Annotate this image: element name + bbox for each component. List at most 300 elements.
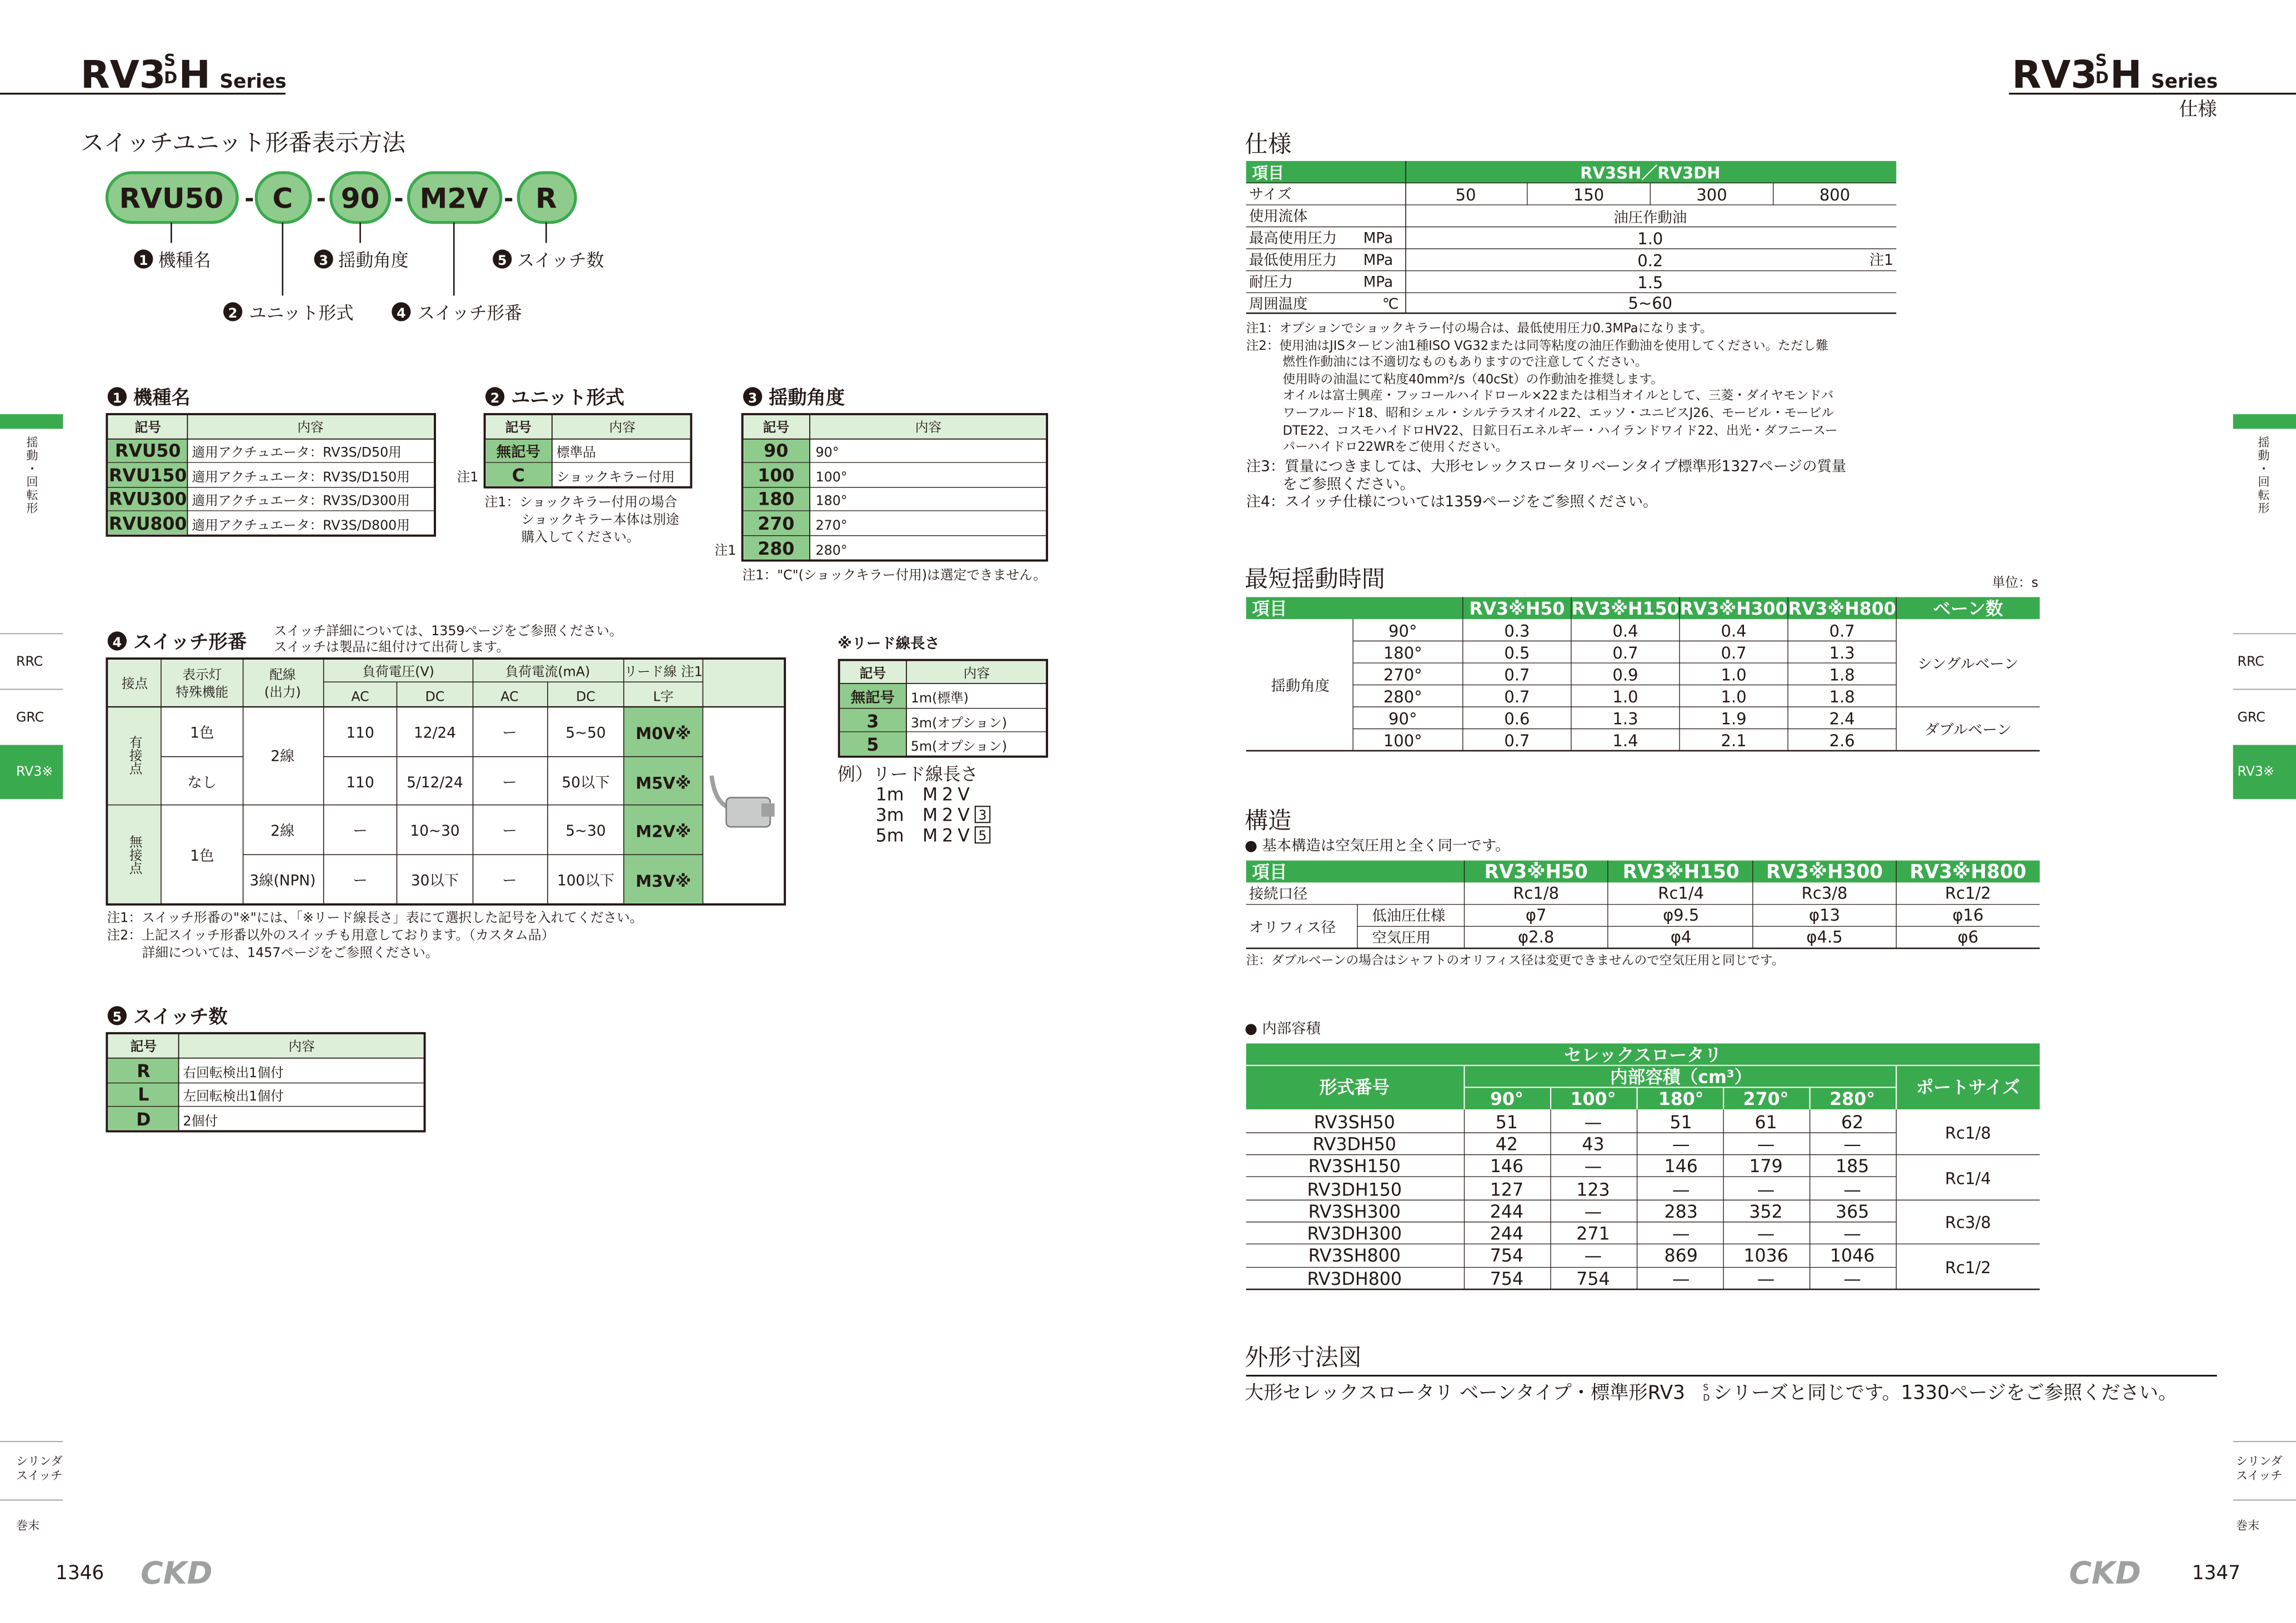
svg-text:Rc1/8: Rc1/8 — [1945, 1123, 1991, 1143]
svg-text:5~60: 5~60 — [1628, 294, 1673, 313]
side-tab-rv3[interactable]: RV3※ — [16, 763, 53, 779]
svg-text:M5V※: M5V※ — [635, 773, 691, 793]
svg-text:適用アクチュエータ：RV3S/D300用: 適用アクチュエータ：RV3S/D300用 — [192, 493, 410, 509]
svg-text:2線: 2線 — [270, 822, 295, 840]
svg-text:283: 283 — [1664, 1202, 1698, 1222]
table-row: 90° — [1388, 621, 1417, 641]
svg-text:転: 転 — [2258, 488, 2270, 502]
svg-text:注1：スイッチ形番の"※"には、「※リード線長さ」表にて選択: 注1：スイッチ形番の"※"には、「※リード線長さ」表にて選択した記号を入れてください。 — [107, 910, 643, 926]
outline-text: 大形セレックスロータリ ベーンタイプ・標準形RV3 — [1245, 1381, 1685, 1404]
side-tab-rv3-right[interactable]: RV3※ — [2237, 763, 2274, 779]
table-row: RVU50 — [115, 441, 181, 461]
svg-text:51: 51 — [1670, 1113, 1692, 1133]
section-title: 揺動角度 — [769, 386, 845, 409]
svg-text:購入してください。: 購入してください。 — [521, 529, 640, 545]
svg-text:1046: 1046 — [1829, 1245, 1875, 1266]
svg-text:869: 869 — [1664, 1245, 1698, 1266]
svg-text:単位：s: 単位：s — [1992, 574, 2038, 590]
svg-text:ー: ー — [502, 872, 517, 890]
svg-text:DTE22、コスモハイドロHV22、日鉱日石エネルギー・ハイ: DTE22、コスモハイドロHV22、日鉱日石エネルギー・ハイランドワイド22、出光・ダフニースー — [1282, 423, 1838, 438]
series-title: RV3 — [81, 53, 166, 98]
table-row: 90 — [764, 441, 789, 461]
svg-text:M0V※: M0V※ — [635, 724, 691, 743]
svg-text:3: 3 — [748, 390, 758, 406]
svg-text:-: - — [316, 184, 326, 212]
svg-text:179: 179 — [1749, 1157, 1783, 1177]
svg-text:—: — — [1584, 1202, 1602, 1222]
svg-text:オイルは富士興産・フッコールハイドロール×22または相当オイ: オイルは富士興産・フッコールハイドロール×22または相当オイルとして、三菱・ダイヤモンドバ — [1282, 388, 1834, 403]
svg-text:L字: L字 — [653, 689, 674, 705]
svg-text:℃: ℃ — [1382, 296, 1399, 313]
svg-text:1.9: 1.9 — [1721, 709, 1747, 728]
svg-text:スイッチ: スイッチ — [2235, 1468, 2283, 1483]
svg-text:0.6: 0.6 — [1504, 709, 1530, 728]
section-title: スイッチ形番 — [133, 631, 247, 654]
svg-text:φ6: φ6 — [1957, 927, 1979, 947]
svg-text:0.7: 0.7 — [1829, 621, 1855, 641]
table-row: 3線(NPN) — [249, 872, 316, 890]
svg-text:MPa: MPa — [1363, 252, 1393, 269]
svg-text:内容: 内容 — [297, 419, 324, 435]
table-row: RV3DH300 — [1307, 1224, 1402, 1244]
code-part-angle: 90 — [340, 182, 380, 215]
svg-text:空気圧用: 空気圧用 — [1372, 929, 1431, 947]
table-row: 1色 — [190, 725, 214, 742]
table-row: RV3DH50 — [1312, 1134, 1396, 1155]
section-title: 最短揺動時間 — [1245, 565, 1385, 592]
svg-text:-: - — [244, 184, 254, 212]
svg-text:0.5: 0.5 — [1504, 644, 1530, 663]
table-row: C — [512, 466, 525, 486]
svg-text:DC: DC — [425, 689, 445, 705]
svg-text:注1：オプションでショックキラー付の場合は、最低使用圧力0.: 注1：オプションでショックキラー付の場合は、最低使用圧力0.3MPaになります。 — [1246, 321, 1713, 336]
svg-text:12/24: 12/24 — [414, 725, 457, 742]
svg-text:記号: 記号 — [859, 665, 886, 681]
table-row: RVU300 — [109, 489, 187, 510]
svg-text:適用アクチュエータ：RV3S/D800用: 適用アクチュエータ：RV3S/D800用 — [192, 517, 410, 534]
label-unit: ユニット形式 — [249, 303, 354, 324]
svg-text:270°: 270° — [815, 517, 848, 534]
svg-text:754: 754 — [1490, 1245, 1524, 1266]
svg-text:—: — — [1672, 1134, 1690, 1155]
svg-text:項目: 項目 — [1252, 599, 1287, 619]
svg-text:燃性作動油には不適切なものもありますので注意してください。: 燃性作動油には不適切なものもありますので注意してください。 — [1282, 354, 1648, 369]
svg-text:352: 352 — [1749, 1202, 1783, 1222]
svg-text:φ13: φ13 — [1809, 905, 1841, 924]
svg-text:注1: 注1 — [714, 542, 736, 558]
table-row: 270° — [1383, 665, 1422, 685]
svg-text:1.8: 1.8 — [1829, 687, 1855, 707]
svg-text:MPa: MPa — [1363, 274, 1393, 291]
svg-text:S: S — [1703, 1381, 1709, 1393]
table-row: 最高使用圧力 — [1249, 230, 1337, 247]
svg-text:Rc1/4: Rc1/4 — [1945, 1169, 1991, 1188]
svg-text:接点: 接点 — [121, 675, 148, 691]
svg-text:RV3SH／RV3DH: RV3SH／RV3DH — [1580, 163, 1721, 183]
svg-text:10~30: 10~30 — [410, 822, 460, 840]
svg-text:—: — — [1584, 1157, 1602, 1177]
side-tab-appendix-right[interactable]: 巻末 — [2235, 1518, 2260, 1532]
svg-text:1.3: 1.3 — [1612, 709, 1638, 728]
svg-text:Rc1/2: Rc1/2 — [1945, 883, 1991, 903]
svg-text:φ7: φ7 — [1525, 905, 1547, 924]
svg-text:—: — — [1757, 1224, 1775, 1244]
table-row: RVU150 — [109, 466, 187, 486]
svg-text:・: ・ — [26, 461, 38, 476]
svg-text:RV3※H800: RV3※H800 — [1788, 599, 1896, 619]
svg-text:RV3※H800: RV3※H800 — [1909, 861, 2027, 883]
code-part-unit: C — [272, 182, 293, 215]
svg-text:1.8: 1.8 — [1829, 665, 1855, 685]
svg-text:1.0: 1.0 — [1721, 687, 1747, 707]
svg-text:詳細については、1457ページをご参照ください。: 詳細については、1457ページをご参照ください。 — [142, 944, 439, 961]
svg-text:内容: 内容 — [288, 1038, 315, 1054]
svg-text:1.4: 1.4 — [1612, 731, 1638, 751]
svg-text:5: 5 — [978, 827, 987, 843]
table-row: RV3SH300 — [1308, 1202, 1401, 1222]
label-angle: 揺動角度 — [338, 250, 409, 271]
left-page-title: スイッチユニット形番表示方法 — [81, 129, 406, 157]
svg-text:180°: 180° — [1658, 1089, 1704, 1109]
side-tab-rrc[interactable]: RRC — [16, 654, 43, 670]
svg-text:スイッチ詳細については、1359ページをご参照ください。: スイッチ詳細については、1359ページをご参照ください。 — [274, 622, 623, 639]
svg-text:—: — — [1757, 1134, 1775, 1155]
table-row: 90° — [1388, 709, 1417, 728]
svg-text:5: 5 — [112, 1009, 122, 1025]
svg-text:リード線 注1: リード線 注1 — [624, 664, 703, 680]
svg-text:φ9.5: φ9.5 — [1663, 905, 1700, 924]
svg-text:2.4: 2.4 — [1829, 709, 1855, 728]
svg-text:90°: 90° — [1490, 1089, 1523, 1109]
side-tab-cylinder[interactable]: シリンダ — [16, 1454, 63, 1468]
svg-text:Rc3/8: Rc3/8 — [1945, 1213, 1991, 1232]
section-title: 外形寸法図 — [1245, 1344, 1362, 1371]
svg-text:注1: 注1 — [1869, 252, 1893, 269]
svg-text:ショックキラー本体は別途: ショックキラー本体は別途 — [521, 511, 679, 527]
svg-text:754: 754 — [1576, 1269, 1610, 1290]
svg-text:185: 185 — [1835, 1157, 1869, 1177]
svg-text:M2V: M2V — [922, 785, 974, 805]
label-count: スイッチ数 — [517, 250, 604, 271]
svg-text:揺: 揺 — [26, 435, 38, 449]
svg-text:5/12/24: 5/12/24 — [407, 775, 463, 792]
svg-text:φ16: φ16 — [1952, 905, 1984, 924]
svg-text:MPa: MPa — [1363, 230, 1393, 247]
svg-text:0.7: 0.7 — [1612, 644, 1638, 663]
svg-text:0.7: 0.7 — [1721, 644, 1747, 663]
table-row: 接続口径 — [1249, 886, 1308, 903]
svg-text:ダブルベーン: ダブルベーン — [1924, 722, 2012, 739]
table-row: なし — [187, 775, 217, 792]
svg-text:—: — — [1843, 1269, 1861, 1290]
svg-text:—: — — [1757, 1269, 1775, 1290]
table-row: 最低使用圧力 — [1249, 252, 1337, 269]
contact-with-label: 有接点 — [127, 735, 143, 775]
svg-text:3m: 3m — [875, 805, 904, 826]
svg-text:回: 回 — [2258, 475, 2270, 489]
svg-text:RV3※H150: RV3※H150 — [1571, 599, 1680, 619]
side-tab-grc[interactable]: GRC — [16, 709, 44, 725]
svg-text:ー: ー — [502, 822, 517, 840]
svg-text:0.7: 0.7 — [1504, 687, 1530, 707]
ckd-logo-right: CKD — [2069, 1555, 2141, 1591]
svg-text:146: 146 — [1490, 1157, 1524, 1177]
svg-text:項目: 項目 — [1252, 862, 1287, 883]
svg-text:低油圧仕様: 低油圧仕様 — [1372, 907, 1446, 924]
svg-text:100°: 100° — [815, 469, 848, 485]
svg-text:5m(オプション): 5m(オプション) — [910, 738, 1007, 755]
table-row: 無記号 — [496, 444, 540, 461]
svg-text:62: 62 — [1841, 1113, 1864, 1133]
ckd-logo-left: CKD — [141, 1555, 213, 1591]
svg-text:シングルベーン: シングルベーン — [1917, 656, 2019, 673]
svg-text:注1: 注1 — [457, 469, 479, 485]
svg-text:内容: 内容 — [609, 419, 636, 435]
svg-text:—: — — [1672, 1224, 1690, 1244]
svg-text:0.4: 0.4 — [1612, 621, 1638, 641]
svg-text:φ2.8: φ2.8 — [1518, 927, 1555, 947]
svg-text:注3：質量につきましては、大形セレックスロータリベーンタイプ: 注3：質量につきましては、大形セレックスロータリベーンタイプ標準形1327ページの質量 — [1246, 458, 1847, 475]
svg-text:AC: AC — [351, 689, 369, 705]
section-title: ユニット形式 — [511, 386, 625, 409]
svg-text:-: - — [503, 184, 514, 212]
svg-text:RV3※H50: RV3※H50 — [1484, 861, 1588, 883]
svg-text:244: 244 — [1490, 1224, 1524, 1244]
svg-text:D: D — [1703, 1392, 1710, 1403]
series-title-right: RV3 — [2012, 53, 2098, 98]
svg-text:記号: 記号 — [763, 419, 790, 435]
label-model: 機種名 — [158, 250, 211, 271]
series-word-right: Series — [2150, 71, 2218, 93]
example-title: 例）リード線長さ — [838, 764, 979, 785]
svg-text:使用時の油温にて粘度40mm²/s（40cSt）の作動油を推: 使用時の油温にて粘度40mm²/s（40cSt）の作動油を推奨します。 — [1282, 372, 1663, 387]
svg-text:127: 127 — [1490, 1180, 1524, 1200]
svg-text:ポートサイズ: ポートサイズ — [1916, 1077, 2021, 1098]
svg-text:3m(オプション): 3m(オプション) — [910, 715, 1007, 731]
svg-text:表示灯: 表示灯 — [182, 666, 222, 682]
contact-without-label: 無接点 — [127, 835, 143, 875]
table-row: 1色 — [190, 847, 214, 865]
svg-text:1m(標準): 1m(標準) — [910, 690, 969, 706]
code-part-count: R — [535, 182, 557, 215]
svg-text:123: 123 — [1576, 1180, 1610, 1200]
svg-text:280°: 280° — [815, 542, 848, 558]
table-row: 耐圧力 — [1249, 274, 1294, 291]
svg-text:ー: ー — [353, 872, 368, 890]
svg-text:2: 2 — [490, 390, 500, 406]
svg-text:RV3※H150: RV3※H150 — [1622, 861, 1739, 883]
table-row: RVU800 — [109, 514, 187, 535]
svg-text:42: 42 — [1495, 1134, 1518, 1155]
svg-text:4: 4 — [112, 634, 122, 650]
side-tab-appendix[interactable]: 巻末 — [16, 1518, 40, 1532]
svg-text:150: 150 — [1573, 185, 1605, 205]
svg-text:43: 43 — [1582, 1134, 1605, 1155]
page-number-left: 1346 — [56, 1561, 104, 1584]
side-tab-cylinder-right[interactable]: シリンダ — [2235, 1454, 2283, 1468]
svg-text:注1："C"(ショックキラー付用)は選定できません。: 注1："C"(ショックキラー付用)は選定できません。 — [742, 567, 1047, 583]
svg-text:—: — — [1843, 1134, 1861, 1155]
svg-text:2.1: 2.1 — [1721, 731, 1747, 751]
svg-text:4: 4 — [397, 305, 406, 321]
series-sub-d: D — [164, 68, 178, 88]
svg-text:—: — — [1843, 1224, 1861, 1244]
svg-text:動: 動 — [26, 448, 38, 463]
swing-row-label: 揺動角度 — [1271, 678, 1330, 695]
page-number-right: 1347 — [2192, 1561, 2240, 1584]
svg-text:ワーフルード18、昭和シェル・シルテラスオイル22、エッソ・: ワーフルード18、昭和シェル・シルテラスオイル22、エッソ・ユニビスJ26、モービル・モービル — [1282, 406, 1834, 421]
svg-text:61: 61 — [1754, 1113, 1777, 1133]
svg-text:配線: 配線 — [269, 666, 296, 682]
svg-text:ー: ー — [502, 725, 517, 742]
svg-text:2線: 2線 — [270, 748, 295, 765]
svg-text:5~30: 5~30 — [565, 822, 606, 840]
svg-text:形式番号: 形式番号 — [1319, 1077, 1390, 1098]
section-title: 構造 — [1245, 806, 1292, 834]
svg-text:5: 5 — [498, 253, 507, 269]
svg-text:5~50: 5~50 — [565, 725, 606, 742]
label-switch: スイッチ形番 — [417, 303, 522, 324]
table-row: 270 — [758, 514, 795, 535]
table-row: RV3DH800 — [1307, 1269, 1402, 1290]
svg-text:内容: 内容 — [915, 419, 942, 435]
table-row: 無記号 — [850, 690, 895, 707]
svg-text:ベーン数: ベーン数 — [1933, 599, 2003, 619]
svg-text:—: — — [1584, 1245, 1602, 1266]
svg-text:Rc1/2: Rc1/2 — [1945, 1258, 1991, 1278]
svg-text:RV3※H300: RV3※H300 — [1680, 599, 1788, 619]
table-row: RV3SH150 — [1308, 1157, 1401, 1177]
svg-text:0.7: 0.7 — [1504, 665, 1530, 685]
series-word: Series — [219, 71, 287, 93]
svg-text:51: 51 — [1495, 1113, 1518, 1133]
svg-text:M2V: M2V — [922, 805, 974, 826]
svg-text:注：ダブルベーンの場合はシャフトのオリフィス径は変更できませ: 注：ダブルベーンの場合はシャフトのオリフィス径は変更できませんので空気圧用と同じです。 — [1246, 953, 1784, 968]
table-row: 180 — [758, 489, 795, 510]
svg-text:記号: 記号 — [130, 1038, 157, 1054]
svg-text:1036: 1036 — [1743, 1245, 1788, 1266]
svg-text:適用アクチュエータ：RV3S/D50用: 適用アクチュエータ：RV3S/D50用 — [192, 444, 402, 460]
svg-text:ショックキラー付用: ショックキラー付用 — [556, 469, 675, 485]
svg-text:30以下: 30以下 — [410, 872, 459, 890]
svg-text:800: 800 — [1819, 185, 1851, 205]
svg-text:1m: 1m — [875, 785, 904, 805]
svg-text:271: 271 — [1576, 1224, 1610, 1244]
svg-text:DC: DC — [576, 689, 596, 705]
svg-text:スイッチ: スイッチ — [16, 1468, 63, 1483]
svg-text:形: 形 — [2258, 501, 2270, 515]
table-row: 3 — [866, 711, 879, 732]
svg-text:回: 回 — [26, 475, 38, 489]
table-row: RV3SH800 — [1308, 1245, 1401, 1266]
svg-text:365: 365 — [1835, 1202, 1869, 1222]
svg-text:内部容積（cm³）: 内部容積（cm³） — [1610, 1067, 1752, 1088]
section-title: 仕様 — [1245, 130, 1292, 158]
svg-text:0.2: 0.2 — [1637, 251, 1663, 270]
svg-text:2: 2 — [228, 305, 238, 321]
side-tab-grc-right[interactable]: GRC — [2237, 709, 2265, 725]
svg-text:動: 動 — [2258, 448, 2270, 463]
svg-text:M3V※: M3V※ — [635, 872, 691, 891]
svg-text:記号: 記号 — [134, 419, 162, 435]
svg-text:特殊機能: 特殊機能 — [176, 684, 229, 700]
svg-text:項目: 項目 — [1252, 163, 1285, 183]
svg-text:50: 50 — [1455, 185, 1476, 205]
svg-text:0.4: 0.4 — [1721, 621, 1747, 641]
side-tab-rrc-right[interactable]: RRC — [2237, 654, 2264, 670]
svg-text:シリーズと同じです。1330ページをご参照ください。: シリーズと同じです。1330ページをご参照ください。 — [1713, 1381, 2178, 1404]
svg-text:形: 形 — [26, 501, 38, 515]
svg-text:270°: 270° — [1743, 1089, 1789, 1109]
svg-text:—: — — [1672, 1180, 1690, 1200]
svg-text:注1：ショックキラー付用の場合: 注1：ショックキラー付用の場合 — [484, 494, 678, 510]
code-part-switch: M2V — [419, 182, 489, 215]
series-h: H — [178, 53, 211, 98]
table-row: D — [136, 1109, 151, 1130]
code-part-model: RVU50 — [119, 182, 224, 215]
svg-text:-: - — [394, 184, 404, 212]
svg-text:3: 3 — [319, 253, 328, 269]
svg-text:油圧作動油: 油圧作動油 — [1613, 209, 1687, 227]
table-row: L — [138, 1085, 149, 1106]
svg-text:負荷電圧(V): 負荷電圧(V) — [362, 664, 434, 680]
table-row: 280 — [758, 539, 795, 559]
svg-text:M2V※: M2V※ — [635, 822, 691, 841]
svg-text:AC: AC — [500, 689, 519, 705]
svg-text:1.0: 1.0 — [1721, 665, 1747, 685]
svg-text:標準品: 標準品 — [556, 444, 596, 460]
svg-text:ー: ー — [502, 775, 517, 792]
svg-text:100°: 100° — [1570, 1089, 1616, 1109]
svg-text:754: 754 — [1490, 1269, 1524, 1290]
section-title: スイッチ数 — [133, 1006, 228, 1028]
svg-text:● 基本構造は空気圧用と全く同一です。: ● 基本構造は空気圧用と全く同一です。 — [1245, 837, 1510, 855]
svg-text:—: — — [1843, 1180, 1861, 1200]
svg-text:1: 1 — [112, 390, 122, 406]
table-row: 100° — [1383, 731, 1422, 751]
svg-text:—: — — [1584, 1113, 1602, 1133]
svg-text:0.3: 0.3 — [1504, 621, 1530, 641]
table-row: 5 — [866, 735, 879, 756]
table-row: R — [137, 1061, 151, 1082]
svg-text:(出力): (出力) — [264, 684, 301, 700]
table-row: 周囲温度 — [1249, 296, 1308, 313]
svg-text:110: 110 — [346, 775, 374, 792]
svg-text:注2：上記スイッチ形番以外のスイッチも用意しております。（カ: 注2：上記スイッチ形番以外のスイッチも用意しております。（カスタム品） — [107, 927, 555, 943]
table-row: RV3DH150 — [1307, 1180, 1402, 1200]
svg-text:0.7: 0.7 — [1504, 731, 1530, 751]
svg-text:2個付: 2個付 — [183, 1113, 218, 1129]
svg-text:110: 110 — [346, 725, 374, 742]
svg-text:1.0: 1.0 — [1637, 229, 1663, 249]
svg-text:・: ・ — [2258, 461, 2270, 476]
svg-text:3: 3 — [978, 807, 987, 823]
svg-text:100以下: 100以下 — [557, 872, 615, 890]
svg-text:パーハイドロ22WRをご使用ください。: パーハイドロ22WRをご使用ください。 — [1282, 439, 1508, 454]
svg-text:—: — — [1672, 1269, 1690, 1290]
svg-text:揺: 揺 — [2258, 435, 2270, 449]
svg-text:—: — — [1757, 1180, 1775, 1200]
table-row: 280° — [1383, 687, 1422, 707]
series-sub-s: S — [164, 51, 176, 70]
series-sub-s-right: S — [2095, 51, 2107, 70]
svg-text:スイッチは製品に組付けて出荷します。: スイッチは製品に組付けて出荷します。 — [274, 639, 510, 655]
svg-text:90°: 90° — [815, 444, 839, 460]
svg-text:300: 300 — [1696, 185, 1727, 205]
series-h-right: H — [2110, 53, 2142, 98]
svg-text:セレックスロータリ: セレックスロータリ — [1564, 1045, 1722, 1066]
svg-text:M2V: M2V — [922, 826, 974, 846]
